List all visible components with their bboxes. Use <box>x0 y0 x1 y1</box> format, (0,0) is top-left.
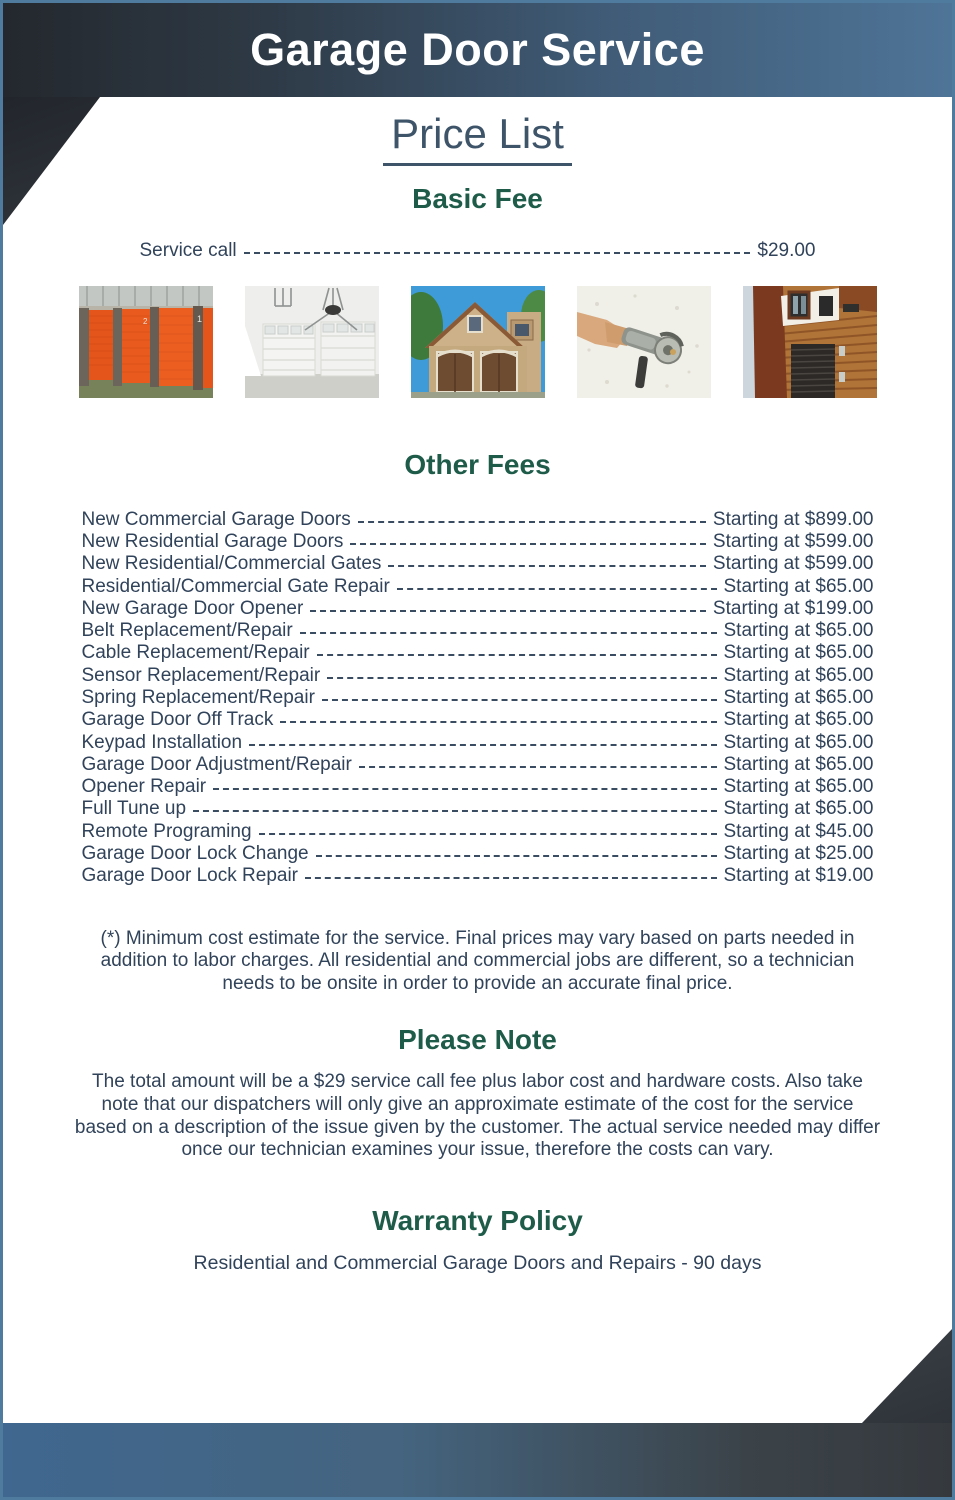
service-call-label: Service call <box>139 240 237 262</box>
dashed-leader <box>300 632 717 634</box>
fee-label: Full Tune up <box>81 798 187 820</box>
fee-row <box>82 843 874 865</box>
dashed-leader <box>350 543 706 545</box>
fee-label: Spring Replacement/Repair <box>81 687 315 708</box>
fee-row <box>82 553 874 575</box>
fee-price: Starting at $65.00 <box>723 776 874 798</box>
fee-price: Starting at $65.00 <box>723 575 874 597</box>
service-call-price: $29.00 <box>757 240 816 262</box>
photo-gallery <box>3 286 952 398</box>
svg-text:1: 1 <box>196 314 202 325</box>
fee-label: Belt Replacement/Repair <box>81 620 293 642</box>
fee-price: Starting at $19.00 <box>723 865 874 887</box>
fee-price: Starting at $199.00 <box>712 597 874 619</box>
fee-label: Opener Repair <box>81 776 207 798</box>
fee-price: Starting at $65.00 <box>723 620 874 642</box>
dashed-leader <box>317 654 717 656</box>
fee-price: Starting at $65.00 <box>723 753 874 775</box>
orange-storage-roll-up-doors-photo <box>79 286 213 398</box>
fee-price: Starting at $65.00 <box>723 709 874 731</box>
decorative-corner-bottom-right <box>862 1329 952 1423</box>
technician-grinder-on-wall-photo <box>577 286 711 398</box>
header-banner <box>3 3 952 97</box>
fee-row <box>82 508 874 530</box>
fee-label: Garage Door Adjustment/Repair <box>81 753 352 775</box>
fee-price: Starting at $65.00 <box>723 664 874 686</box>
garage-interior-with-opener-photo <box>245 286 379 398</box>
fee-row <box>82 598 874 620</box>
fee-row <box>82 754 874 776</box>
fee-label: New Garage Door Opener <box>81 597 304 619</box>
fee-label: Garage Door Lock Repair <box>81 865 298 887</box>
fee-price: Starting at $599.00 <box>712 530 874 552</box>
fee-price: Starting at $65.00 <box>723 798 874 820</box>
dashed-leader <box>244 252 751 254</box>
fee-row <box>82 620 874 642</box>
fee-row <box>82 665 874 687</box>
dashed-leader <box>310 610 706 612</box>
dashed-leader <box>249 744 716 746</box>
other-fees-heading: Other Fees <box>404 449 551 481</box>
fee-price: Starting at $45.00 <box>723 820 874 842</box>
fee-label: New Residential/Commercial Gates <box>81 553 382 575</box>
fee-row <box>82 798 874 820</box>
fee-price: Starting at $899.00 <box>712 508 874 530</box>
minimum-cost-footnote: (*) Minimum cost estimate for the service. Final prices may vary based on parts needed in addition to labor charges. All residential and commercial jobs are different, so a technician needs to be onsite in order to provide an accurate final price. <box>100 927 855 994</box>
dashed-leader <box>305 877 717 879</box>
dashed-leader <box>316 855 717 857</box>
fee-price: Starting at $65.00 <box>723 731 874 753</box>
fee-row <box>82 776 874 798</box>
fee-row <box>82 575 874 597</box>
house-with-two-garage-doors-photo <box>411 286 545 398</box>
fee-price: Starting at $25.00 <box>723 843 874 865</box>
fee-price: Starting at $599.00 <box>712 553 874 575</box>
fee-row <box>82 731 874 753</box>
fee-row <box>82 687 874 709</box>
dashed-leader <box>359 766 717 768</box>
dashed-leader <box>322 699 717 701</box>
dashed-leader <box>213 788 716 790</box>
dashed-leader <box>280 721 716 723</box>
fee-price: Starting at $65.00 <box>723 687 874 708</box>
fee-row <box>82 865 874 887</box>
wood-clad-garage-roller-door-photo <box>743 286 877 398</box>
service-call-row <box>140 240 816 262</box>
basic-fee-heading: Basic Fee <box>412 183 543 215</box>
footer-banner <box>3 1423 952 1497</box>
dashed-leader <box>193 810 716 812</box>
svg-text:2: 2 <box>142 317 147 327</box>
page-title: Garage Door Service <box>250 24 705 75</box>
dashed-leader <box>327 677 716 679</box>
fee-row <box>82 709 874 731</box>
dashed-leader <box>388 565 706 567</box>
fee-label: Garage Door Off Track <box>81 709 274 731</box>
dashed-leader <box>397 588 717 590</box>
fee-label: Remote Programing <box>81 820 252 842</box>
fee-label: New Commercial Garage Doors <box>81 508 351 530</box>
flyer-content <box>3 97 952 1274</box>
fee-price: Starting at $65.00 <box>723 642 874 664</box>
fee-label: Sensor Replacement/Repair <box>81 664 321 686</box>
please-note-body: The total amount will be a $29 service call fee plus labor cost and hardware costs. Also take note that our dispatchers will only give an approximate estimate of the cost for the service based on a description of the issue given by the customer. The actual service needed may differ once our technician examines your issue, therefore the costs can vary. <box>74 1071 881 1161</box>
price-list-title: Price List <box>383 111 572 166</box>
fee-label: Residential/Commercial Gate Repair <box>81 575 390 597</box>
please-note-heading: Please Note <box>398 1024 557 1056</box>
fee-row <box>82 531 874 553</box>
fee-row <box>82 821 874 843</box>
fee-row <box>82 642 874 664</box>
fee-label: Cable Replacement/Repair <box>81 642 310 664</box>
dashed-leader <box>358 521 706 523</box>
fee-label: Keypad Installation <box>81 731 243 753</box>
fee-label: Garage Door Lock Change <box>81 843 309 865</box>
warranty-policy-body: Residential and Commercial Garage Doors and Repairs - 90 days <box>193 1251 762 1274</box>
warranty-policy-heading: Warranty Policy <box>372 1204 583 1236</box>
other-fees-list <box>82 508 874 887</box>
dashed-leader <box>259 833 717 835</box>
fee-label: New Residential Garage Doors <box>81 530 344 552</box>
